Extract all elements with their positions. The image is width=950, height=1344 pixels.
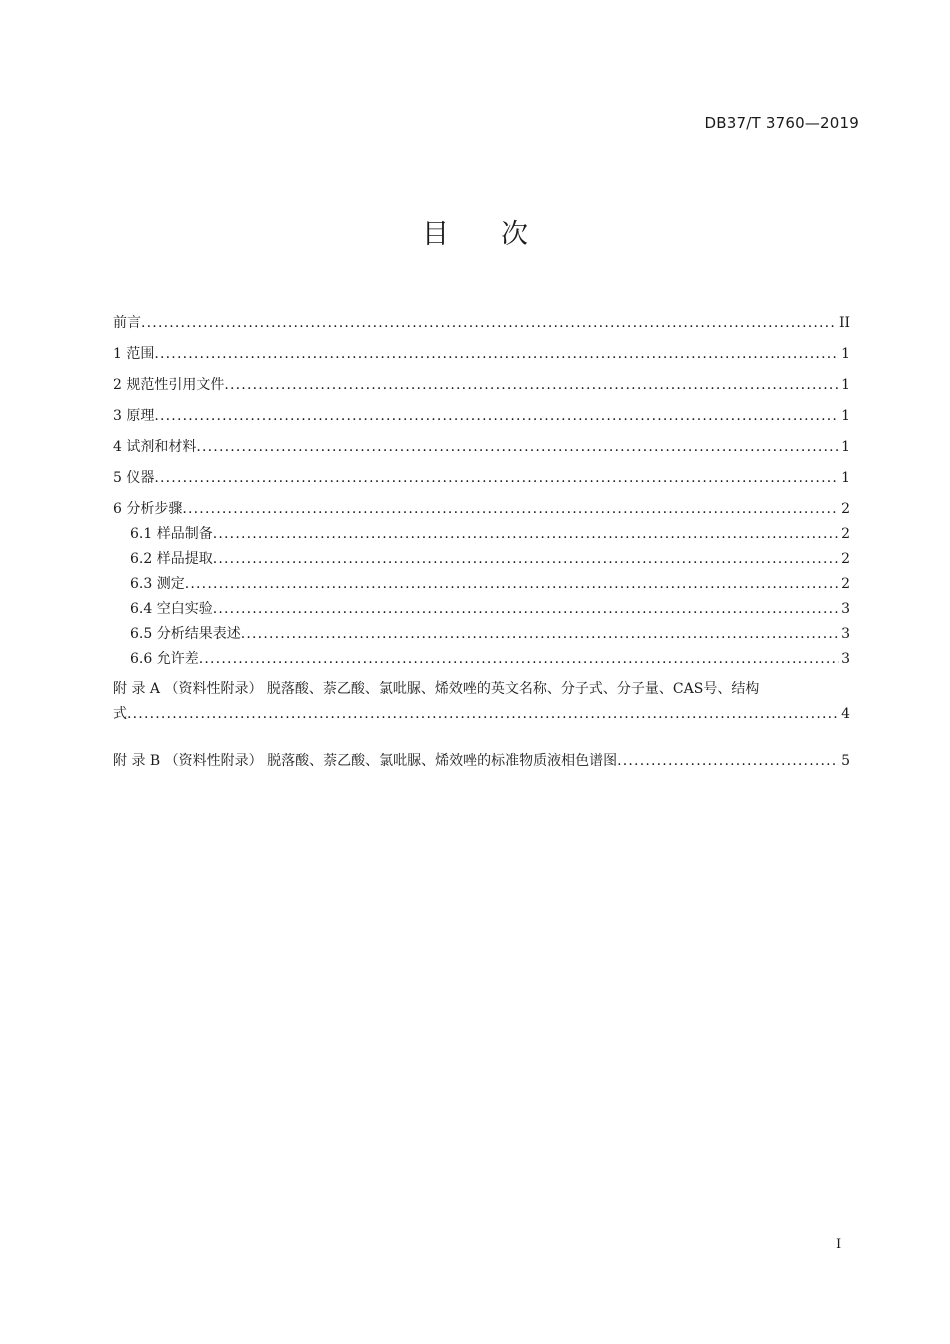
toc-entry-label: 附 录 B （资料性附录） 脱落酸、萘乙酸、氯吡脲、烯效唑的标准物质液相色谱图 xyxy=(113,753,618,769)
toc-entry-label: 6.2 样品提取 xyxy=(130,551,213,567)
toc-entry-page: 1 xyxy=(841,377,850,393)
dot-leader xyxy=(199,649,839,669)
dot-leader xyxy=(224,375,839,395)
toc-subentry-sample-preparation[interactable] xyxy=(113,519,850,544)
toc-entry-page: 1 xyxy=(841,408,850,424)
toc-subentry-determination[interactable] xyxy=(113,569,850,594)
toc-entry-page: 2 xyxy=(841,551,850,567)
toc-entry-page: 1 xyxy=(841,470,850,486)
toc-subentry-blank-test[interactable] xyxy=(113,594,850,619)
toc-subentry-tolerance[interactable] xyxy=(113,644,850,669)
toc-entry-page: 3 xyxy=(841,651,850,667)
toc-entry-page: 2 xyxy=(841,501,850,517)
dot-leader xyxy=(182,499,839,519)
title-char-1: 目 xyxy=(422,219,449,250)
toc-entry-label: 6.6 允许差 xyxy=(130,651,199,667)
page-number: I xyxy=(836,1237,842,1252)
toc-entry-label: 6 分析步骤 xyxy=(113,501,183,517)
toc-entry-reagents[interactable] xyxy=(113,426,850,457)
dot-leader xyxy=(617,751,839,771)
toc-subentry-sample-extraction[interactable] xyxy=(113,544,850,569)
toc-entry-label: 6.5 分析结果表述 xyxy=(130,626,241,642)
title-char-2: 次 xyxy=(501,219,528,250)
toc-entry-label: 1 范围 xyxy=(113,346,155,362)
dot-leader xyxy=(154,406,839,426)
toc-entry-page: 4 xyxy=(841,706,850,722)
toc-entry-page: 3 xyxy=(841,626,850,642)
dot-leader xyxy=(154,468,839,488)
toc-entry-normative-references[interactable] xyxy=(113,364,850,395)
toc-entry-page: 1 xyxy=(841,439,850,455)
dot-leader xyxy=(127,704,839,724)
toc-entry-analysis-steps[interactable] xyxy=(113,488,850,519)
toc-entry-page: 1 xyxy=(841,346,850,362)
toc-entry-label: 6.3 测定 xyxy=(130,576,185,592)
standard-code: DB37/T 3760—2019 xyxy=(704,114,859,132)
dot-leader xyxy=(141,313,837,333)
toc-entry-page: 3 xyxy=(841,601,850,617)
dot-leader xyxy=(196,437,839,457)
dot-leader xyxy=(154,344,839,364)
toc-entry-page: 2 xyxy=(841,576,850,592)
toc-entry-label: 3 原理 xyxy=(113,408,155,424)
toc-entry-scope[interactable] xyxy=(113,333,850,364)
toc-entry-foreword[interactable] xyxy=(113,302,850,333)
toc-entry-instruments[interactable] xyxy=(113,457,850,488)
dot-leader xyxy=(213,524,839,544)
toc-entry-label: 6.4 空白实验 xyxy=(130,601,213,617)
toc-entry-label: 2 规范性引用文件 xyxy=(113,377,225,393)
toc-entry-annex-a[interactable] xyxy=(113,669,850,741)
toc-entry-page: II xyxy=(838,315,850,331)
toc-entry-label: 附 录 A （资料性附录） 脱落酸、萘乙酸、氯吡脲、烯效唑的英文名称、分子式、分子量、CAS号、结构 xyxy=(113,681,760,697)
toc-entry-label: 6.1 样品制备 xyxy=(130,526,213,542)
dot-leader xyxy=(213,549,839,569)
toc-entry-label: 4 试剂和材料 xyxy=(113,439,197,455)
toc-subentry-result-expression[interactable] xyxy=(113,619,850,644)
toc-entry-page: 5 xyxy=(841,753,850,769)
toc-entry-label: 前言 xyxy=(113,315,141,331)
toc-entry-label-continuation: 式 xyxy=(113,706,127,722)
toc-entry-annex-b[interactable] xyxy=(113,741,850,771)
dot-leader xyxy=(241,624,839,644)
toc-entry-label: 5 仪器 xyxy=(113,470,155,486)
toc-entry-page: 2 xyxy=(841,526,850,542)
page-title xyxy=(0,212,950,251)
dot-leader xyxy=(185,574,839,594)
dot-leader xyxy=(213,599,839,619)
toc-entry-principle[interactable] xyxy=(113,395,850,426)
table-of-contents xyxy=(113,302,850,771)
